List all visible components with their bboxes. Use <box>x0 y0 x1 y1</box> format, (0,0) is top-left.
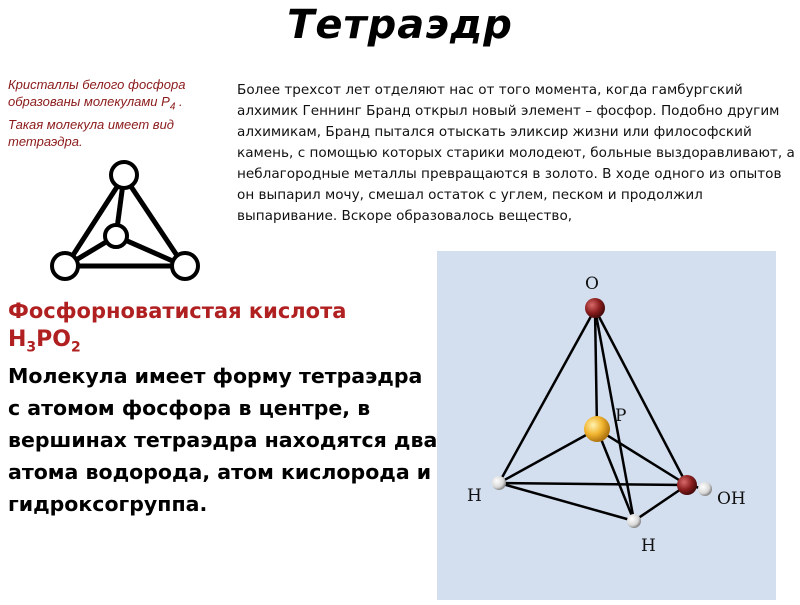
p-atom-center <box>105 225 127 247</box>
formula-h: H <box>8 327 27 352</box>
phosphorus-atom <box>584 416 610 442</box>
hydroxyl-hydrogen-atom <box>698 482 712 496</box>
oxygen-atom <box>585 298 605 318</box>
acid-title: Фосфорноватистая кислота <box>8 299 347 323</box>
formula-po: PO <box>36 327 71 352</box>
h3po2-molecule-diagram <box>437 251 776 600</box>
white-phosphorus-note <box>8 76 188 150</box>
formula-sub-3: 3 <box>26 339 37 356</box>
history-paragraph: Более трехсот лет отделяют нас от того момента, когда гамбургский алхимик Геннинг Бранд открыл новый элемент – фосфор. Подобно другим алхимикам, Бранд пытался отыскать эликсир жизни или философский камень, с помощью которых старики молодеют, больные выздоравливают, а неблагородные металлы превращаются в золото. В ходе одного из опытов он выпарил мочу, смешал остаток с углем, песком и продолжил выпаривание. Вскоре образовалось вещество, <box>237 82 795 224</box>
note-part1: Кристаллы белого фосфора <box>8 77 186 92</box>
note-part2: образованы молекулами Р <box>8 94 170 109</box>
acid-description: Молекула имеет форму тетраэдра с атомом фосфора в центре, в вершинах тетраэдра находятся два атома водорода, атом кислорода и гидроксогруппа. <box>8 364 438 516</box>
formula-sub-2: 2 <box>71 339 81 356</box>
label-oh: OH <box>717 489 746 509</box>
hydroxyl-oxygen-atom <box>677 475 697 495</box>
hydrogen-atom-bottom <box>627 514 641 528</box>
p4-tetrahedron-diagram <box>50 158 200 288</box>
p-atom-top <box>111 162 137 188</box>
label-o: O <box>585 274 599 294</box>
h3po2-molecule-panel <box>437 251 776 600</box>
p-atom-left <box>52 253 78 279</box>
p-atom-right <box>172 253 198 279</box>
label-p: P <box>615 406 627 426</box>
note-sub: 4 <box>169 101 176 113</box>
page-title: Тетраэдр <box>287 2 513 48</box>
label-h-bottom: H <box>641 536 656 556</box>
label-h-left: H <box>467 486 482 506</box>
note-part3: . Такая молекула имеет вид тетраэдра. <box>8 94 183 149</box>
acid-formula <box>8 327 81 355</box>
hydrogen-atom-left <box>492 476 506 490</box>
